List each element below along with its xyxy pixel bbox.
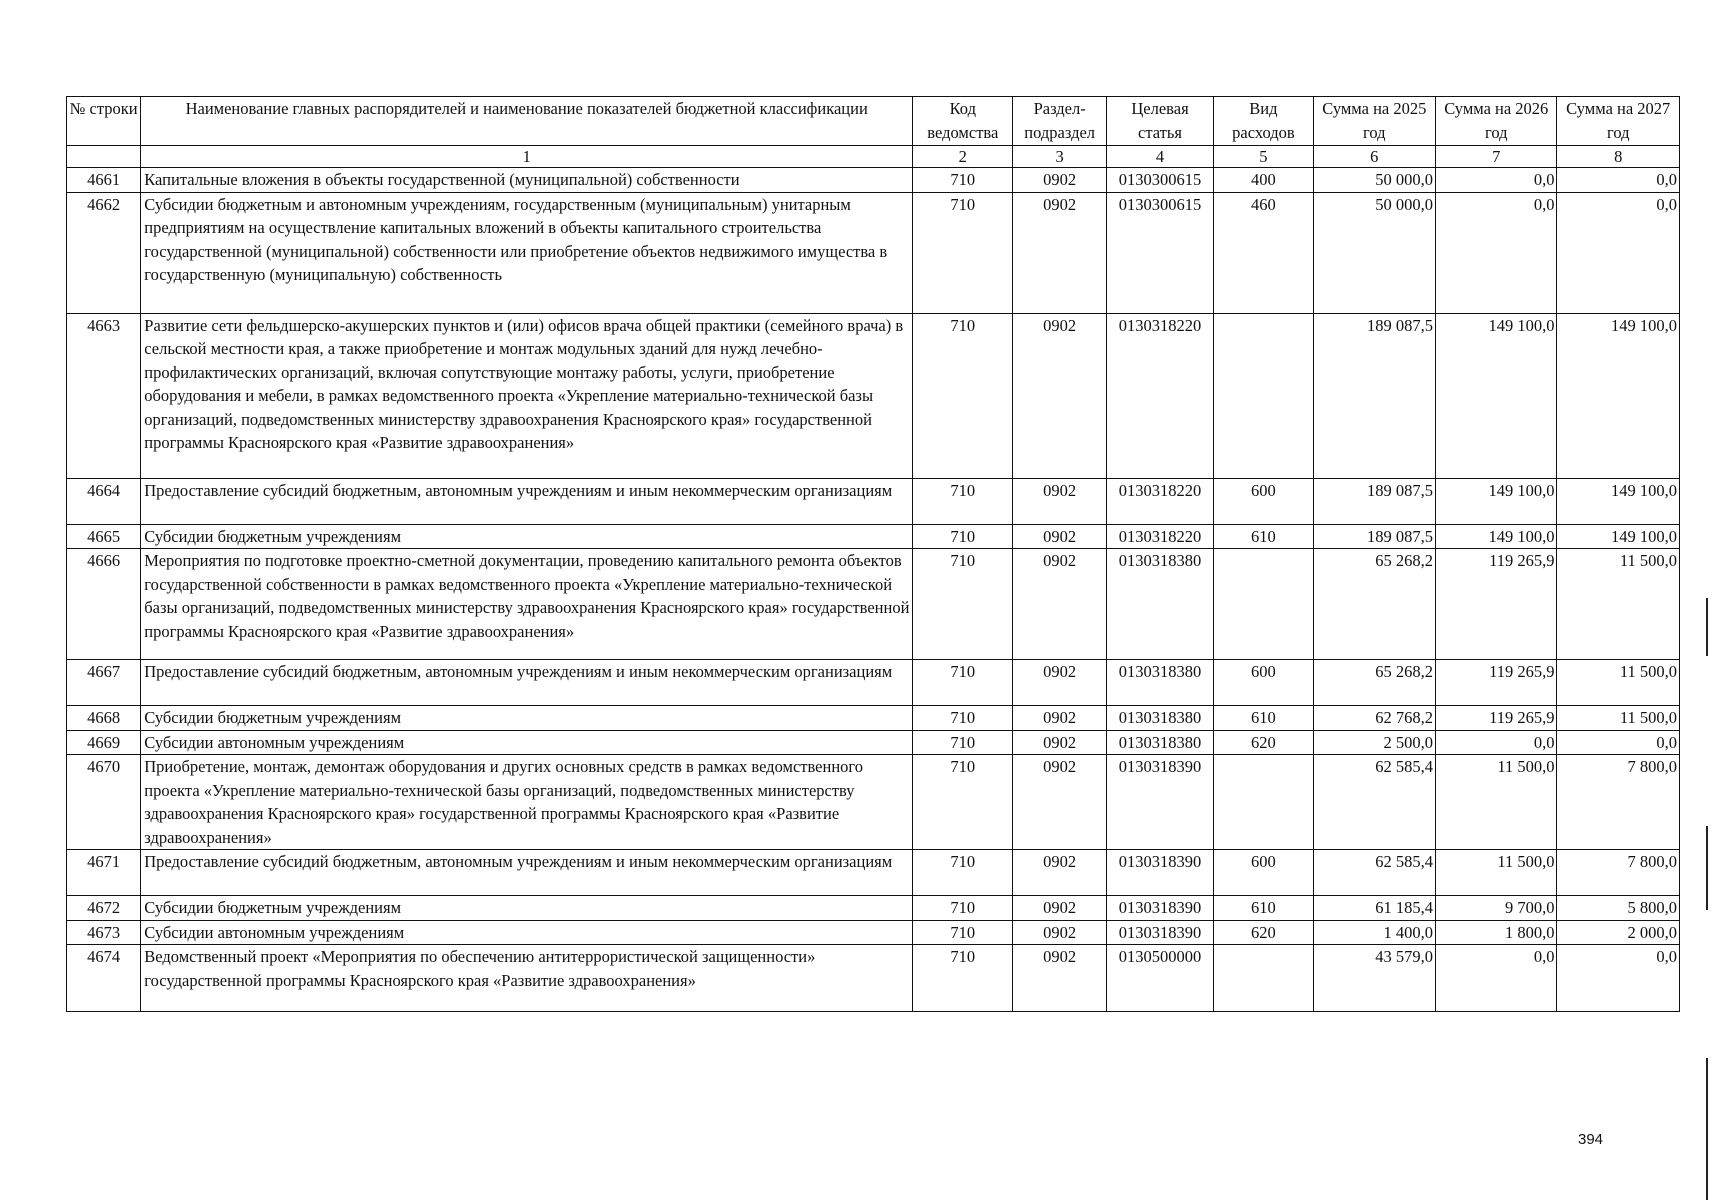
row-number: 4671 xyxy=(67,850,141,896)
row-name: Предоставление субсидий бюджетным, автономным учреждениям и иным некоммерческим организациям xyxy=(141,850,913,896)
row-target-item: 0130318390 xyxy=(1106,920,1213,945)
row-sum-2025: 43 579,0 xyxy=(1313,945,1435,1012)
row-name: Субсидии автономным учреждениям xyxy=(141,730,913,755)
row-expense-type: 620 xyxy=(1214,730,1313,755)
row-dept-code: 710 xyxy=(913,549,1013,660)
row-dept-code: 710 xyxy=(913,755,1013,850)
column-number: 3 xyxy=(1013,146,1106,168)
row-number: 4672 xyxy=(67,896,141,921)
header-row xyxy=(67,97,1680,146)
row-section: 0902 xyxy=(1013,478,1106,524)
row-sum-2027: 7 800,0 xyxy=(1557,850,1680,896)
row-name: Капитальные вложения в объекты государственной (муниципальной) собственности xyxy=(141,168,913,193)
header-row-no: № строки xyxy=(67,97,141,146)
row-target-item: 0130500000 xyxy=(1106,945,1213,1012)
row-name: Мероприятия по подготовке проектно-сметной документации, проведению капитального ремонта объектов государственной собственности в рамках ведомственного проекта «Укрепление материально-технической базы организаций, подведомственных министерству здравоохранения Красноярского края» государственной программы Красноярского края «Развитие здравоохранения» xyxy=(141,549,913,660)
row-sum-2027: 149 100,0 xyxy=(1557,313,1680,478)
table-row xyxy=(67,850,1680,896)
row-expense-type: 610 xyxy=(1214,896,1313,921)
row-dept-code: 710 xyxy=(913,313,1013,478)
table-row xyxy=(67,478,1680,524)
table-row xyxy=(67,313,1680,478)
table-row xyxy=(67,524,1680,549)
row-sum-2027: 0,0 xyxy=(1557,168,1680,193)
row-dept-code: 710 xyxy=(913,524,1013,549)
row-number: 4665 xyxy=(67,524,141,549)
row-section: 0902 xyxy=(1013,850,1106,896)
row-number: 4663 xyxy=(67,313,141,478)
row-dept-code: 710 xyxy=(913,706,1013,731)
row-sum-2026: 0,0 xyxy=(1436,730,1557,755)
row-sum-2025: 189 087,5 xyxy=(1313,478,1435,524)
row-sum-2026: 1 800,0 xyxy=(1436,920,1557,945)
row-sum-2026: 149 100,0 xyxy=(1436,524,1557,549)
table-row xyxy=(67,755,1680,850)
row-sum-2026: 149 100,0 xyxy=(1436,478,1557,524)
row-number: 4664 xyxy=(67,478,141,524)
row-section: 0902 xyxy=(1013,660,1106,706)
header-dept-code: Код ведомства xyxy=(913,97,1013,146)
row-target-item: 0130300615 xyxy=(1106,192,1213,313)
row-name: Приобретение, монтаж, демонтаж оборудования и других основных средств в рамках ведомственного проекта «Укрепление материально-технической базы организаций, подведомственных министерству здравоохранения Красноярского края» государственной программы Красноярского края «Развитие здравоохранения» xyxy=(141,755,913,850)
row-name: Субсидии бюджетным учреждениям xyxy=(141,896,913,921)
row-sum-2025: 50 000,0 xyxy=(1313,192,1435,313)
row-sum-2025: 50 000,0 xyxy=(1313,168,1435,193)
row-sum-2025: 1 400,0 xyxy=(1313,920,1435,945)
row-expense-type xyxy=(1214,313,1313,478)
table-body xyxy=(67,168,1680,1012)
row-target-item: 0130318220 xyxy=(1106,313,1213,478)
table-row xyxy=(67,549,1680,660)
row-target-item: 0130318220 xyxy=(1106,478,1213,524)
row-dept-code: 710 xyxy=(913,920,1013,945)
column-number: 2 xyxy=(913,146,1013,168)
row-dept-code: 710 xyxy=(913,168,1013,193)
column-number: 1 xyxy=(141,146,913,168)
row-name: Ведомственный проект «Мероприятия по обеспечению антитеррористической защищенности» государственной программы Красноярского края «Развитие здравоохранения» xyxy=(141,945,913,1012)
row-dept-code: 710 xyxy=(913,730,1013,755)
scan-edge-mark xyxy=(1706,598,1708,656)
row-expense-type: 610 xyxy=(1214,524,1313,549)
row-section: 0902 xyxy=(1013,168,1106,193)
row-number: 4674 xyxy=(67,945,141,1012)
row-dept-code: 710 xyxy=(913,478,1013,524)
header-name: Наименование главных распорядителей и наименование показателей бюджетной классификации xyxy=(141,97,913,146)
row-section: 0902 xyxy=(1013,896,1106,921)
header-expense-type: Вид расходов xyxy=(1214,97,1313,146)
table-row xyxy=(67,920,1680,945)
row-name: Предоставление субсидий бюджетным, автономным учреждениям и иным некоммерческим организациям xyxy=(141,478,913,524)
row-expense-type xyxy=(1214,945,1313,1012)
table-header xyxy=(67,97,1680,168)
row-sum-2027: 149 100,0 xyxy=(1557,478,1680,524)
table-row xyxy=(67,896,1680,921)
row-name: Предоставление субсидий бюджетным, автономным учреждениям и иным некоммерческим организациям xyxy=(141,660,913,706)
row-sum-2027: 2 000,0 xyxy=(1557,920,1680,945)
row-sum-2027: 11 500,0 xyxy=(1557,660,1680,706)
row-expense-type xyxy=(1214,755,1313,850)
header-target-item: Целевая статья xyxy=(1106,97,1213,146)
budget-table xyxy=(66,96,1680,1012)
row-name: Развитие сети фельдшерско-акушерских пунктов и (или) офисов врача общей практики (семейного врача) в сельской местности края, а также приобретение и монтаж модульных зданий для нужд лечебно-профилактических организаций, включая сопутствующие монтажу работы, услуги, приобретение оборудования и мебели, в рамках ведомственного проекта «Укрепление материально-технической базы организаций, подведомственных министерству здравоохранения Красноярского края» государственной программы Красноярского края «Развитие здравоохранения» xyxy=(141,313,913,478)
row-target-item: 0130318220 xyxy=(1106,524,1213,549)
row-sum-2026: 119 265,9 xyxy=(1436,706,1557,731)
row-number: 4670 xyxy=(67,755,141,850)
row-sum-2027: 7 800,0 xyxy=(1557,755,1680,850)
row-expense-type: 400 xyxy=(1214,168,1313,193)
table-row xyxy=(67,706,1680,731)
row-sum-2025: 62 585,4 xyxy=(1313,755,1435,850)
row-target-item: 0130318390 xyxy=(1106,896,1213,921)
row-sum-2025: 62 768,2 xyxy=(1313,706,1435,731)
row-dept-code: 710 xyxy=(913,192,1013,313)
row-expense-type: 460 xyxy=(1214,192,1313,313)
row-section: 0902 xyxy=(1013,755,1106,850)
row-dept-code: 710 xyxy=(913,660,1013,706)
row-expense-type: 610 xyxy=(1214,706,1313,731)
page-number: 394 xyxy=(1578,1131,1604,1148)
row-sum-2026: 11 500,0 xyxy=(1436,850,1557,896)
column-number: 4 xyxy=(1106,146,1213,168)
column-number-row xyxy=(67,146,1680,168)
row-sum-2027: 0,0 xyxy=(1557,730,1680,755)
row-section: 0902 xyxy=(1013,524,1106,549)
row-number: 4666 xyxy=(67,549,141,660)
row-expense-type: 620 xyxy=(1214,920,1313,945)
row-expense-type: 600 xyxy=(1214,478,1313,524)
table-row xyxy=(67,192,1680,313)
row-expense-type xyxy=(1214,549,1313,660)
row-number: 4661 xyxy=(67,168,141,193)
row-number: 4668 xyxy=(67,706,141,731)
row-name: Субсидии бюджетным учреждениям xyxy=(141,524,913,549)
row-sum-2027: 5 800,0 xyxy=(1557,896,1680,921)
row-section: 0902 xyxy=(1013,192,1106,313)
header-sum-2027: Сумма на 2027 год xyxy=(1557,97,1680,146)
row-target-item: 0130318380 xyxy=(1106,549,1213,660)
row-section: 0902 xyxy=(1013,549,1106,660)
row-number: 4673 xyxy=(67,920,141,945)
row-sum-2025: 62 585,4 xyxy=(1313,850,1435,896)
row-target-item: 0130318380 xyxy=(1106,730,1213,755)
column-number: 8 xyxy=(1557,146,1680,168)
row-sum-2027: 0,0 xyxy=(1557,192,1680,313)
row-sum-2027: 0,0 xyxy=(1557,945,1680,1012)
table-row xyxy=(67,168,1680,193)
row-sum-2025: 2 500,0 xyxy=(1313,730,1435,755)
row-number: 4662 xyxy=(67,192,141,313)
scan-edge-mark xyxy=(1706,1058,1708,1200)
row-name: Субсидии бюджетным и автономным учреждениям, государственным (муниципальным) унитарным предприятиям на осуществление капитальных вложений в объекты капитального строительства государственной (муниципальной) собственности или приобретение объектов недвижимого имущества в государственную (муниципальную) собственность xyxy=(141,192,913,313)
row-sum-2026: 11 500,0 xyxy=(1436,755,1557,850)
column-number: 5 xyxy=(1214,146,1313,168)
row-expense-type: 600 xyxy=(1214,660,1313,706)
row-sum-2027: 11 500,0 xyxy=(1557,549,1680,660)
row-dept-code: 710 xyxy=(913,896,1013,921)
row-sum-2026: 119 265,9 xyxy=(1436,549,1557,660)
table-row xyxy=(67,660,1680,706)
table-row xyxy=(67,730,1680,755)
row-number: 4667 xyxy=(67,660,141,706)
row-sum-2026: 119 265,9 xyxy=(1436,660,1557,706)
row-dept-code: 710 xyxy=(913,945,1013,1012)
column-number: 6 xyxy=(1313,146,1435,168)
row-sum-2025: 65 268,2 xyxy=(1313,660,1435,706)
header-sum-2025: Сумма на 2025 год xyxy=(1313,97,1435,146)
row-target-item: 0130318380 xyxy=(1106,706,1213,731)
row-sum-2026: 0,0 xyxy=(1436,192,1557,313)
row-sum-2025: 65 268,2 xyxy=(1313,549,1435,660)
row-sum-2025: 189 087,5 xyxy=(1313,313,1435,478)
column-number-blank xyxy=(67,146,141,168)
row-target-item: 0130318390 xyxy=(1106,755,1213,850)
row-sum-2025: 61 185,4 xyxy=(1313,896,1435,921)
column-number: 7 xyxy=(1436,146,1557,168)
row-section: 0902 xyxy=(1013,945,1106,1012)
row-number: 4669 xyxy=(67,730,141,755)
row-sum-2026: 9 700,0 xyxy=(1436,896,1557,921)
row-section: 0902 xyxy=(1013,730,1106,755)
scan-edge-mark xyxy=(1706,826,1708,910)
row-sum-2025: 189 087,5 xyxy=(1313,524,1435,549)
header-section: Раздел-подраздел xyxy=(1013,97,1106,146)
row-sum-2026: 0,0 xyxy=(1436,945,1557,1012)
row-sum-2026: 149 100,0 xyxy=(1436,313,1557,478)
row-sum-2027: 11 500,0 xyxy=(1557,706,1680,731)
row-section: 0902 xyxy=(1013,706,1106,731)
row-target-item: 0130318380 xyxy=(1106,660,1213,706)
row-section: 0902 xyxy=(1013,920,1106,945)
row-dept-code: 710 xyxy=(913,850,1013,896)
row-expense-type: 600 xyxy=(1214,850,1313,896)
row-name: Субсидии автономным учреждениям xyxy=(141,920,913,945)
row-target-item: 0130300615 xyxy=(1106,168,1213,193)
row-name: Субсидии бюджетным учреждениям xyxy=(141,706,913,731)
row-section: 0902 xyxy=(1013,313,1106,478)
row-target-item: 0130318390 xyxy=(1106,850,1213,896)
row-sum-2027: 149 100,0 xyxy=(1557,524,1680,549)
row-sum-2026: 0,0 xyxy=(1436,168,1557,193)
header-sum-2026: Сумма на 2026 год xyxy=(1436,97,1557,146)
table-row xyxy=(67,945,1680,1012)
